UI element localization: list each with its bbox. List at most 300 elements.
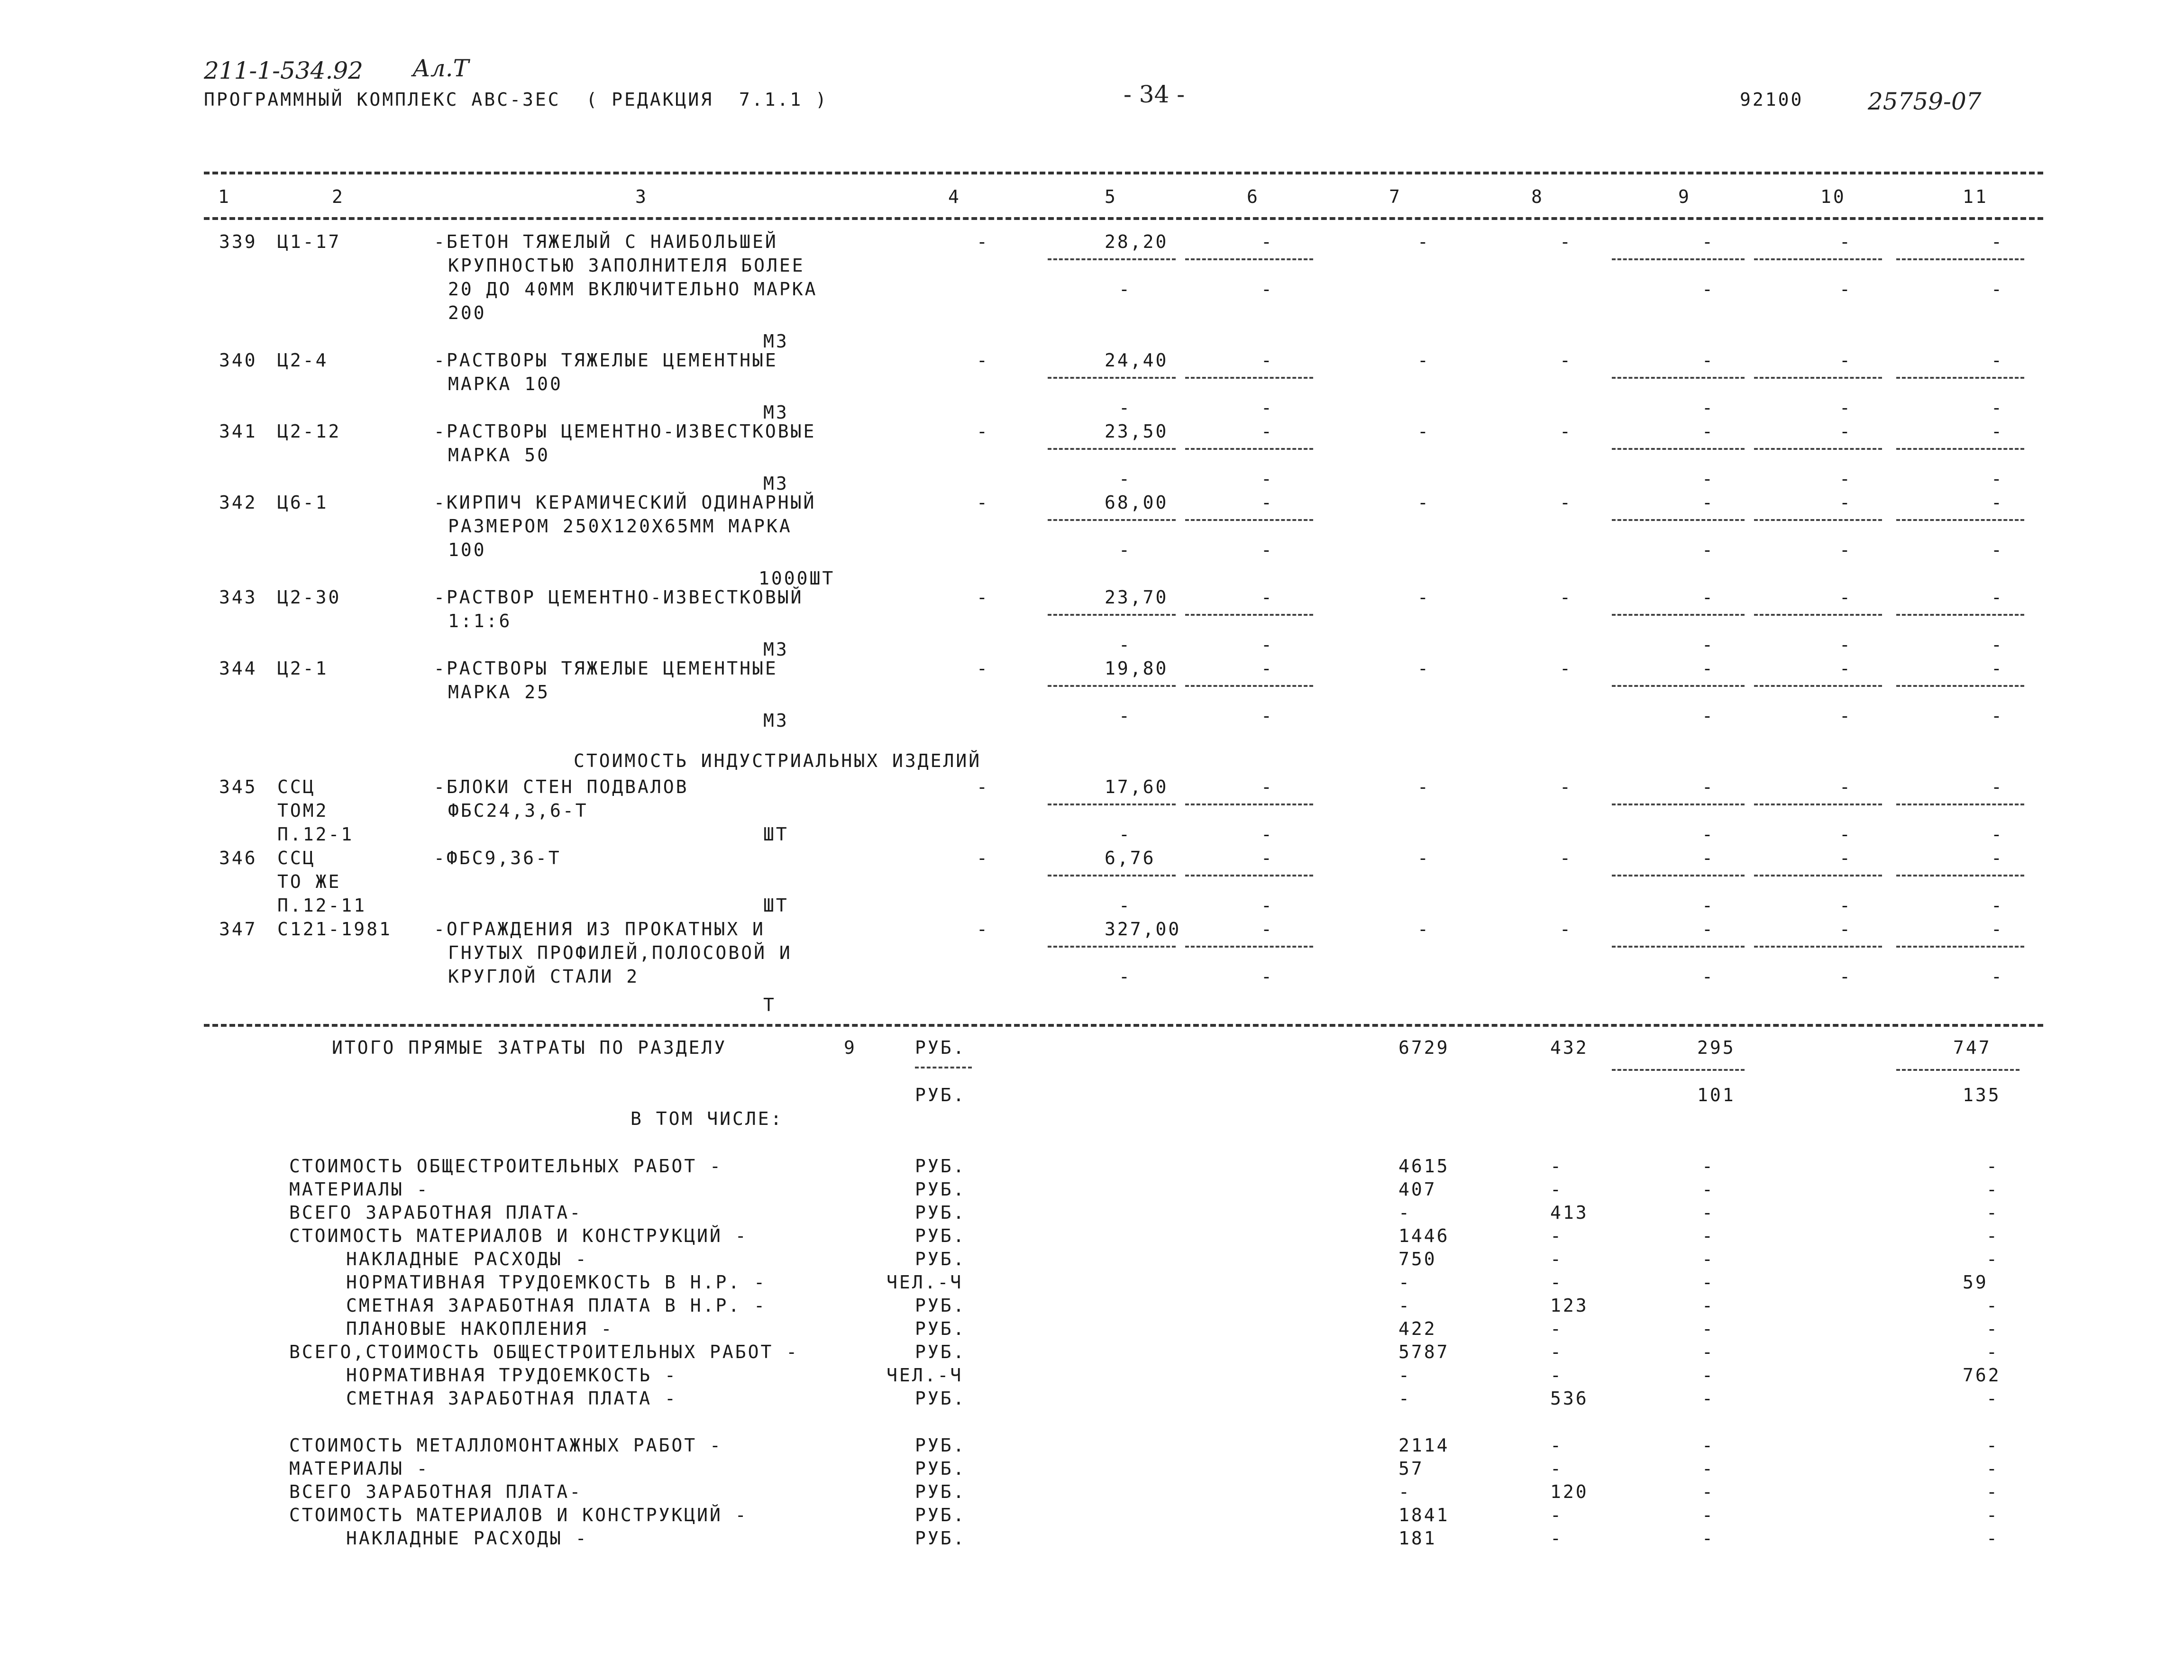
breakdown-c11: 762 <box>1963 1365 2001 1386</box>
row-dash-10: - <box>1839 421 1852 442</box>
row-separator-10 <box>1754 377 1882 379</box>
row-dash-6b: - <box>1261 468 1274 489</box>
row-description-line: РАЗМЕРОМ 250Х120Х65ММ МАРКА <box>448 516 792 537</box>
breakdown-label: МАТЕРИАЛЫ - <box>289 1179 429 1200</box>
breakdown-c9: - <box>1702 1435 1715 1456</box>
row-description-line: -ОГРАЖДЕНИЯ ИЗ ПРОКАТНЫХ И <box>434 919 765 940</box>
breakdown-c7: - <box>1398 1202 1411 1223</box>
row-number: 345 <box>219 776 257 797</box>
total-c9: 295 <box>1697 1037 1736 1058</box>
row-separator-10 <box>1754 803 1882 805</box>
breakdown-c9: - <box>1702 1388 1715 1409</box>
breakdown-label: СТОИМОСТЬ ОБЩЕСТРОИТЕЛЬНЫХ РАБОТ - <box>289 1156 722 1177</box>
row-dash-10b: - <box>1839 468 1852 489</box>
row-dash-8: - <box>1560 919 1572 940</box>
breakdown-c11: - <box>1986 1458 1999 1479</box>
breakdown-unit: ЧЕЛ.-Ч <box>886 1365 963 1386</box>
row-separator-11 <box>1896 519 2024 521</box>
row-separator-10 <box>1754 875 1882 877</box>
row-unit: М3 <box>763 331 789 352</box>
total-c11b: 135 <box>1963 1085 2001 1105</box>
handwritten-code: 211-1-534.92 <box>204 57 363 84</box>
row-dash-11b: - <box>1991 279 2004 300</box>
breakdown-label: СМЕТНАЯ ЗАРАБОТНАЯ ПЛАТА В Н.Р. - <box>346 1295 767 1316</box>
breakdown-c8: 536 <box>1550 1388 1589 1409</box>
row-unit: 1000ШТ <box>758 568 835 589</box>
row-dash-6: - <box>1261 421 1274 442</box>
row-dash-11: - <box>1991 848 2004 868</box>
breakdown-c7: 422 <box>1398 1318 1437 1339</box>
row-dash-6b: - <box>1261 895 1274 916</box>
row-dash-11: - <box>1991 587 2004 608</box>
row-description-line: КРУГЛОЙ СТАЛИ 2 <box>448 966 640 987</box>
row-dash-9b: - <box>1702 966 1715 987</box>
row-separator-11 <box>1896 685 2024 687</box>
row-dash-8: - <box>1560 350 1572 371</box>
breakdown-c9: - <box>1702 1342 1715 1362</box>
row-price: 23,50 <box>1105 421 1169 442</box>
including-heading: В ТОМ ЧИСЛЕ: <box>631 1108 784 1129</box>
row-number: 347 <box>219 919 257 940</box>
row-dash-8: - <box>1560 492 1572 513</box>
breakdown-unit: РУБ. <box>915 1156 966 1177</box>
row-price: 68,00 <box>1105 492 1169 513</box>
row-separator-5 <box>1048 519 1176 521</box>
row-unit: Т <box>763 995 776 1015</box>
row-separator-6 <box>1185 803 1313 805</box>
breakdown-label: СТОИМОСТЬ МАТЕРИАЛОВ И КОНСТРУКЦИЙ - <box>289 1505 748 1525</box>
row-separator-11 <box>1896 875 2024 877</box>
breakdown-label: ВСЕГО ЗАРАБОТНАЯ ПЛАТА- <box>289 1481 583 1502</box>
breakdown-c7: 407 <box>1398 1179 1437 1200</box>
breakdown-c11: - <box>1986 1505 1999 1525</box>
breakdown-label: НАКЛАДНЫЕ РАСХОДЫ - <box>346 1249 588 1269</box>
breakdown-c11: - <box>1986 1388 1999 1409</box>
row-description-line: ФБС24,3,6-Т <box>448 800 588 821</box>
row-separator-5 <box>1048 377 1176 379</box>
page-number: - 34 - <box>1124 81 1185 108</box>
breakdown-unit: РУБ. <box>915 1481 966 1502</box>
row-code-2: ТО ЖЕ <box>277 871 341 892</box>
breakdown-unit: РУБ. <box>915 1318 966 1339</box>
row-separator-9 <box>1612 803 1745 805</box>
row-dash-5b: - <box>1119 824 1132 845</box>
total-label: ИТОГО ПРЯМЫЕ ЗАТРАТЫ ПО РАЗДЕЛУ <box>332 1037 727 1058</box>
row-code: ССЦ <box>277 848 316 868</box>
row-description-line: 20 ДО 40ММ ВКЛЮЧИТЕЛЬНО МАРКА <box>448 279 818 300</box>
row-unit: ШТ <box>763 895 789 916</box>
row-separator-6 <box>1185 946 1313 948</box>
row-description-line: 1:1:6 <box>448 611 512 631</box>
breakdown-c8: - <box>1550 1156 1563 1177</box>
row-description-line: ГНУТЫХ ПРОФИЛЕЙ,ПОЛОСОВОЙ И <box>448 942 792 963</box>
row-code: С121-1981 <box>277 919 392 940</box>
row-description-line: 200 <box>448 302 486 323</box>
row-number: 342 <box>219 492 257 513</box>
row-separator-5 <box>1048 803 1176 805</box>
breakdown-c11: - <box>1986 1528 1999 1549</box>
row-dash-9: - <box>1702 848 1715 868</box>
breakdown-c9: - <box>1702 1318 1715 1339</box>
row-separator-10 <box>1754 258 1882 260</box>
row-separator-6 <box>1185 685 1313 687</box>
row-dash-11: - <box>1991 231 2004 252</box>
row-description-line: -РАСТВОРЫ ТЯЖЕЛЫЕ ЦЕМЕНТНЫЕ <box>434 350 778 371</box>
row-dash-5b: - <box>1119 895 1132 916</box>
breakdown-c11: - <box>1986 1435 1999 1456</box>
total-section: 9 <box>844 1037 857 1058</box>
breakdown-c7: 4615 <box>1398 1156 1450 1177</box>
breakdown-label: НАКЛАДНЫЕ РАСХОДЫ - <box>346 1528 588 1549</box>
row-dash-6: - <box>1261 231 1274 252</box>
breakdown-label: НОРМАТИВНАЯ ТРУДОЕМКОСТЬ - <box>346 1365 677 1386</box>
row-separator-10 <box>1754 946 1882 948</box>
row-separator-5 <box>1048 258 1176 260</box>
row-dash-9b: - <box>1702 824 1715 845</box>
breakdown-c7: - <box>1398 1481 1411 1502</box>
row-dash-10b: - <box>1839 895 1852 916</box>
column-header-1: 1 <box>218 186 231 207</box>
row-dash-7: - <box>1417 658 1430 679</box>
row-separator-9 <box>1612 258 1745 260</box>
breakdown-c7: - <box>1398 1388 1411 1409</box>
breakdown-label: НОРМАТИВНАЯ ТРУДОЕМКОСТЬ В Н.Р. - <box>346 1272 767 1293</box>
row-code: ССЦ <box>277 776 316 797</box>
column-header-3: 3 <box>635 186 648 207</box>
row-dash-7: - <box>1417 492 1430 513</box>
row-dash-5b: - <box>1119 539 1132 560</box>
row-description-line: -РАСТВОР ЦЕМЕНТНО-ИЗВЕСТКОВЫЙ <box>434 587 804 608</box>
row-unit: ШТ <box>763 824 789 845</box>
row-dash-10: - <box>1839 492 1852 513</box>
row-code-2: ТОМ2 <box>277 800 329 821</box>
row-separator-11 <box>1896 946 2024 948</box>
breakdown-c8: 413 <box>1550 1202 1589 1223</box>
breakdown-c11: - <box>1986 1318 1999 1339</box>
row-price: 327,00 <box>1105 919 1181 940</box>
breakdown-c9: - <box>1702 1365 1715 1386</box>
breakdown-c8: - <box>1550 1249 1563 1269</box>
breakdown-label: ПЛАНОВЫЕ НАКОПЛЕНИЯ - <box>346 1318 614 1339</box>
row-separator-5 <box>1048 448 1176 450</box>
row-dash-6b: - <box>1261 705 1274 726</box>
row-separator-5 <box>1048 685 1176 687</box>
breakdown-unit: РУБ. <box>915 1179 966 1200</box>
row-dash-8: - <box>1560 658 1572 679</box>
row-dash-9: - <box>1702 776 1715 797</box>
breakdown-c11: - <box>1986 1481 1999 1502</box>
column-header-2: 2 <box>332 186 345 207</box>
industrial-heading: СТОИМОСТЬ ИНДУСТРИАЛЬНЫХ ИЗДЕЛИЙ <box>574 750 982 771</box>
column-header-6: 6 <box>1247 186 1260 207</box>
breakdown-c9: - <box>1702 1528 1715 1549</box>
breakdown-unit: РУБ. <box>915 1202 966 1223</box>
table-header-rule <box>204 217 2043 220</box>
row-dash-9: - <box>1702 658 1715 679</box>
row-dash-4: - <box>977 658 989 679</box>
row-dash-11b: - <box>1991 397 2004 418</box>
row-dash-9b: - <box>1702 539 1715 560</box>
row-dash-6: - <box>1261 587 1274 608</box>
breakdown-c8: - <box>1550 1179 1563 1200</box>
row-price: 24,40 <box>1105 350 1169 371</box>
breakdown-unit: РУБ. <box>915 1225 966 1246</box>
breakdown-c11: - <box>1986 1179 1999 1200</box>
row-dash-11: - <box>1991 919 2004 940</box>
row-separator-10 <box>1754 448 1882 450</box>
album-mark: Ал.Т <box>412 55 469 82</box>
breakdown-c7: 1446 <box>1398 1225 1450 1246</box>
breakdown-c11: - <box>1986 1225 1999 1246</box>
doc-code: 92100 <box>1740 89 1804 110</box>
row-description-line: МАРКА 50 <box>448 445 550 466</box>
breakdown-c9: - <box>1702 1458 1715 1479</box>
row-dash-11: - <box>1991 421 2004 442</box>
row-description-line: -ФБС9,36-Т <box>434 848 561 868</box>
row-dash-8: - <box>1560 421 1572 442</box>
row-separator-10 <box>1754 685 1882 687</box>
row-dash-8: - <box>1560 848 1572 868</box>
breakdown-unit: РУБ. <box>915 1505 966 1525</box>
row-dash-6: - <box>1261 776 1274 797</box>
breakdown-c11: - <box>1986 1249 1999 1269</box>
row-dash-10b: - <box>1839 539 1852 560</box>
row-number: 344 <box>219 658 257 679</box>
row-dash-10b: - <box>1839 279 1852 300</box>
row-dash-9b: - <box>1702 895 1715 916</box>
breakdown-unit: РУБ. <box>915 1342 966 1362</box>
row-description-line: МАРКА 100 <box>448 374 563 394</box>
row-price: 6,76 <box>1105 848 1156 868</box>
breakdown-c7: 57 <box>1398 1458 1424 1479</box>
row-dash-9: - <box>1702 231 1715 252</box>
row-dash-8: - <box>1560 587 1572 608</box>
row-separator-11 <box>1896 258 2024 260</box>
row-separator-5 <box>1048 946 1176 948</box>
total-c11: 747 <box>1953 1037 1992 1058</box>
row-dash-10: - <box>1839 658 1852 679</box>
row-separator-9 <box>1612 614 1745 616</box>
row-price: 28,20 <box>1105 231 1169 252</box>
total-unit: РУБ. <box>915 1037 966 1058</box>
breakdown-c11: 59 <box>1963 1272 1988 1293</box>
row-dash-6b: - <box>1261 634 1274 655</box>
row-separator-9 <box>1612 946 1745 948</box>
breakdown-c8: - <box>1550 1528 1563 1549</box>
row-dash-5b: - <box>1119 468 1132 489</box>
row-separator-11 <box>1896 448 2024 450</box>
column-header-9: 9 <box>1678 186 1691 207</box>
row-dash-9: - <box>1702 587 1715 608</box>
row-dash-9: - <box>1702 492 1715 513</box>
total-sep-11 <box>1896 1069 2020 1071</box>
row-separator-5 <box>1048 614 1176 616</box>
breakdown-label: ВСЕГО,СТОИМОСТЬ ОБЩЕСТРОИТЕЛЬНЫХ РАБОТ - <box>289 1342 799 1362</box>
breakdown-c8: - <box>1550 1272 1563 1293</box>
breakdown-c7: - <box>1398 1365 1411 1386</box>
row-dash-7: - <box>1417 776 1430 797</box>
row-dash-11b: - <box>1991 966 2004 987</box>
row-dash-9b: - <box>1702 634 1715 655</box>
row-dash-6b: - <box>1261 279 1274 300</box>
breakdown-c8: - <box>1550 1318 1563 1339</box>
row-dash-11b: - <box>1991 539 2004 560</box>
breakdown-c8: - <box>1550 1458 1563 1479</box>
total-sep-9 <box>1612 1069 1745 1071</box>
row-dash-7: - <box>1417 848 1430 868</box>
row-dash-5b: - <box>1119 279 1132 300</box>
row-dash-8: - <box>1560 231 1572 252</box>
column-header-5: 5 <box>1105 186 1117 207</box>
row-dash-6: - <box>1261 492 1274 513</box>
row-separator-6 <box>1185 258 1313 260</box>
row-dash-7: - <box>1417 421 1430 442</box>
row-unit: М3 <box>763 473 789 494</box>
breakdown-label: СТОИМОСТЬ МАТЕРИАЛОВ И КОНСТРУКЦИЙ - <box>289 1225 748 1246</box>
breakdown-c11: - <box>1986 1202 1999 1223</box>
breakdown-c7: 181 <box>1398 1528 1437 1549</box>
breakdown-unit: РУБ. <box>915 1295 966 1316</box>
column-header-4: 4 <box>948 186 961 207</box>
row-dash-8: - <box>1560 776 1572 797</box>
row-number: 341 <box>219 421 257 442</box>
row-dash-10b: - <box>1839 824 1852 845</box>
row-dash-6: - <box>1261 658 1274 679</box>
row-separator-11 <box>1896 377 2024 379</box>
total-c9b: 101 <box>1697 1085 1736 1105</box>
breakdown-c11: - <box>1986 1342 1999 1362</box>
breakdown-label: СМЕТНАЯ ЗАРАБОТНАЯ ПЛАТА - <box>346 1388 677 1409</box>
row-unit: М3 <box>763 639 789 660</box>
breakdown-label: МАТЕРИАЛЫ - <box>289 1458 429 1479</box>
breakdown-c7: 750 <box>1398 1249 1437 1269</box>
breakdown-unit: РУБ. <box>915 1388 966 1409</box>
row-dash-11: - <box>1991 658 2004 679</box>
row-dash-7: - <box>1417 350 1430 371</box>
row-separator-9 <box>1612 377 1745 379</box>
row-unit: М3 <box>763 710 789 731</box>
row-dash-11: - <box>1991 492 2004 513</box>
row-dash-11b: - <box>1991 824 2004 845</box>
row-dash-10b: - <box>1839 966 1852 987</box>
breakdown-label: СТОИМОСТЬ МЕТАЛЛОМОНТАЖНЫХ РАБОТ - <box>289 1435 722 1456</box>
row-dash-7: - <box>1417 919 1430 940</box>
breakdown-c9: - <box>1702 1225 1715 1246</box>
row-separator-6 <box>1185 519 1313 521</box>
row-separator-11 <box>1896 614 2024 616</box>
breakdown-c7: 2114 <box>1398 1435 1450 1456</box>
breakdown-c11: - <box>1986 1295 1999 1316</box>
total-unit-2: РУБ. <box>915 1085 966 1105</box>
row-separator-6 <box>1185 377 1313 379</box>
row-dash-4: - <box>977 776 989 797</box>
row-dash-4: - <box>977 587 989 608</box>
row-dash-4: - <box>977 848 989 868</box>
row-price: 17,60 <box>1105 776 1169 797</box>
row-separator-9 <box>1612 685 1745 687</box>
row-dash-4: - <box>977 421 989 442</box>
row-description-line: -РАСТВОРЫ ТЯЖЕЛЫЕ ЦЕМЕНТНЫЕ <box>434 658 778 679</box>
total-c7: 6729 <box>1398 1037 1450 1058</box>
row-dash-6: - <box>1261 350 1274 371</box>
row-dash-6b: - <box>1261 539 1274 560</box>
row-dash-6b: - <box>1261 966 1274 987</box>
row-description-line: 100 <box>448 539 486 560</box>
row-dash-11b: - <box>1991 705 2004 726</box>
breakdown-c8: - <box>1550 1365 1563 1386</box>
breakdown-c8: - <box>1550 1342 1563 1362</box>
row-dash-10: - <box>1839 350 1852 371</box>
row-number: 343 <box>219 587 257 608</box>
breakdown-c9: - <box>1702 1295 1715 1316</box>
breakdown-c7: 5787 <box>1398 1342 1450 1362</box>
column-header-8: 8 <box>1531 186 1544 207</box>
row-dash-10b: - <box>1839 705 1852 726</box>
breakdown-c9: - <box>1702 1505 1715 1525</box>
section-end-rule <box>204 1024 2043 1027</box>
row-dash-4: - <box>977 492 989 513</box>
column-header-10: 10 <box>1820 186 1846 207</box>
breakdown-c11: - <box>1986 1156 1999 1177</box>
row-dash-10b: - <box>1839 634 1852 655</box>
row-dash-10: - <box>1839 776 1852 797</box>
breakdown-c7: 1841 <box>1398 1505 1450 1525</box>
breakdown-c8: 120 <box>1550 1481 1589 1502</box>
row-dash-5b: - <box>1119 634 1132 655</box>
row-dash-9b: - <box>1702 279 1715 300</box>
row-dash-6b: - <box>1261 397 1274 418</box>
row-unit: М3 <box>763 402 789 423</box>
row-separator-6 <box>1185 614 1313 616</box>
row-dash-10b: - <box>1839 397 1852 418</box>
row-dash-6: - <box>1261 919 1274 940</box>
program-line: ПРОГРАММНЫЙ КОМПЛЕКС АВС-ЗЕС ( РЕДАКЦИЯ 7.1.1 ) <box>204 89 829 110</box>
breakdown-c8: 123 <box>1550 1295 1589 1316</box>
row-dash-4: - <box>977 350 989 371</box>
table-top-rule <box>204 172 2043 174</box>
row-separator-11 <box>1896 803 2024 805</box>
row-code-3: П.12-1 <box>277 824 354 845</box>
breakdown-c8: - <box>1550 1225 1563 1246</box>
row-description-line: -БЛОКИ СТЕН ПОДВАЛОВ <box>434 776 689 797</box>
row-price: 23,70 <box>1105 587 1169 608</box>
breakdown-c7: - <box>1398 1295 1411 1316</box>
row-code: Ц2-12 <box>277 421 341 442</box>
breakdown-c7: - <box>1398 1272 1411 1293</box>
row-dash-11: - <box>1991 776 2004 797</box>
row-code-3: П.12-11 <box>277 895 367 916</box>
breakdown-c8: - <box>1550 1505 1563 1525</box>
breakdown-c9: - <box>1702 1481 1715 1502</box>
breakdown-c9: - <box>1702 1202 1715 1223</box>
row-dash-7: - <box>1417 231 1430 252</box>
row-separator-6 <box>1185 875 1313 877</box>
breakdown-unit: РУБ. <box>915 1458 966 1479</box>
row-dash-4: - <box>977 919 989 940</box>
row-dash-11: - <box>1991 350 2004 371</box>
breakdown-c9: - <box>1702 1179 1715 1200</box>
row-dash-9b: - <box>1702 705 1715 726</box>
row-dash-10: - <box>1839 231 1852 252</box>
row-separator-10 <box>1754 614 1882 616</box>
row-dash-10: - <box>1839 587 1852 608</box>
row-code: Ц2-4 <box>277 350 329 371</box>
total-sep-unit <box>915 1067 972 1068</box>
breakdown-c8: - <box>1550 1435 1563 1456</box>
breakdown-c9: - <box>1702 1272 1715 1293</box>
total-c8: 432 <box>1550 1037 1589 1058</box>
row-code: Ц6-1 <box>277 492 329 513</box>
